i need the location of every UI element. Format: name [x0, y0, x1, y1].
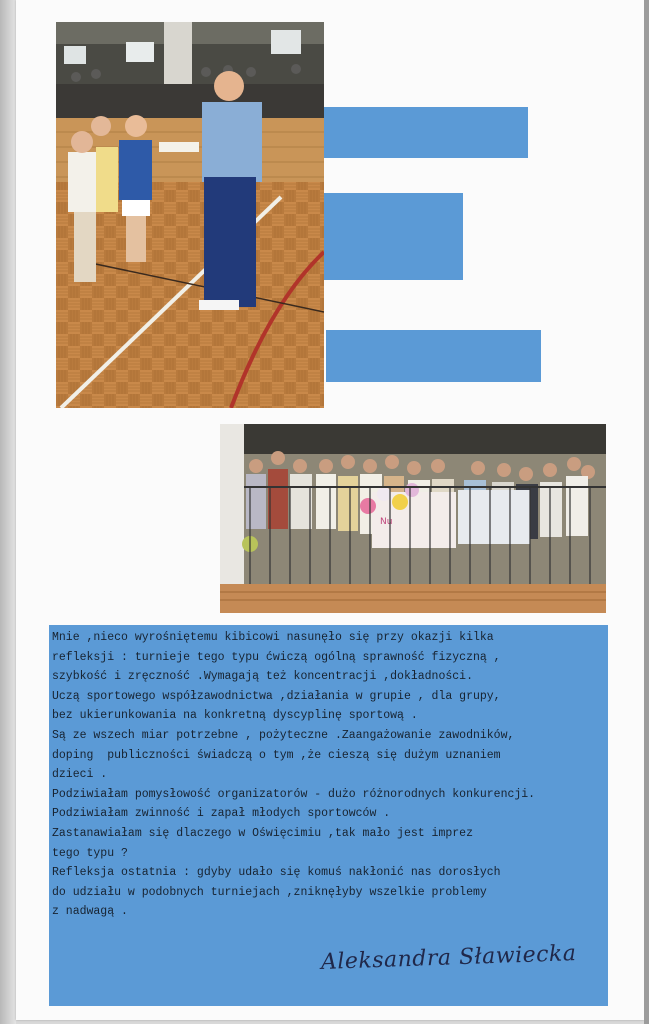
letter-line: do udziału w podobnych turniejach ,zniknęłyby wszelkie problemy [52, 885, 487, 899]
letter-line: Refleksja ostatnia : gdyby udało się komuś nakłonić nas dorosłych [52, 866, 501, 880]
decor-bar-top [324, 107, 528, 158]
handwritten-signature: Aleksandra Sławiecka [320, 941, 577, 975]
decor-bar-middle [324, 193, 463, 280]
letter-line: bez ukierunkowania na konkretną dyscyplinę sportową . [52, 709, 418, 723]
children-on-balcony-photo [220, 424, 606, 613]
letter-line: Podziwiałam pomysłowość organizatorów - dużo różnorodnych konkurencji. [52, 787, 536, 801]
award-ceremony-photo [56, 22, 324, 408]
decor-bar-bottom [326, 330, 541, 382]
letter-line: Podziwiałam zwinność i zapał młodych sportowców . [52, 807, 391, 821]
letter-line: tego typu ? [52, 846, 128, 860]
letter-line: Są ze wszech miar potrzebne , pożyteczne .Zaangażowanie zawodników, [52, 728, 515, 742]
letter-line: Uczą sportowego współzawodnictwa ,działania w grupie , dla grupy, [52, 689, 501, 703]
album-spine [0, 0, 16, 1024]
letter-line: Mnie ,nieco wyrośniętemu kibicowi nasunęło się przy okazji kilka [52, 631, 494, 644]
letter-line: z nadwagą . [52, 905, 128, 919]
letter-line: dzieci . [52, 768, 108, 782]
page-edge [644, 0, 649, 1024]
letter-line: doping publiczności świadczą o tym ,że cieszą się dużym uznaniem [52, 748, 501, 762]
reflection-letter [52, 628, 602, 922]
letter-line: szybkość i zręczność .Wymagają też koncentracji ,dokładności. [52, 670, 473, 684]
letter-line: refleksji : turnieje tego typu ćwiczą ogólną sprawność fizyczną , [52, 650, 501, 664]
letter-line: Zastanawiałam się dlaczego w Oświęcimiu ,tak mało jest imprez [52, 826, 473, 840]
svg-text:Nu: Nu [380, 517, 393, 527]
